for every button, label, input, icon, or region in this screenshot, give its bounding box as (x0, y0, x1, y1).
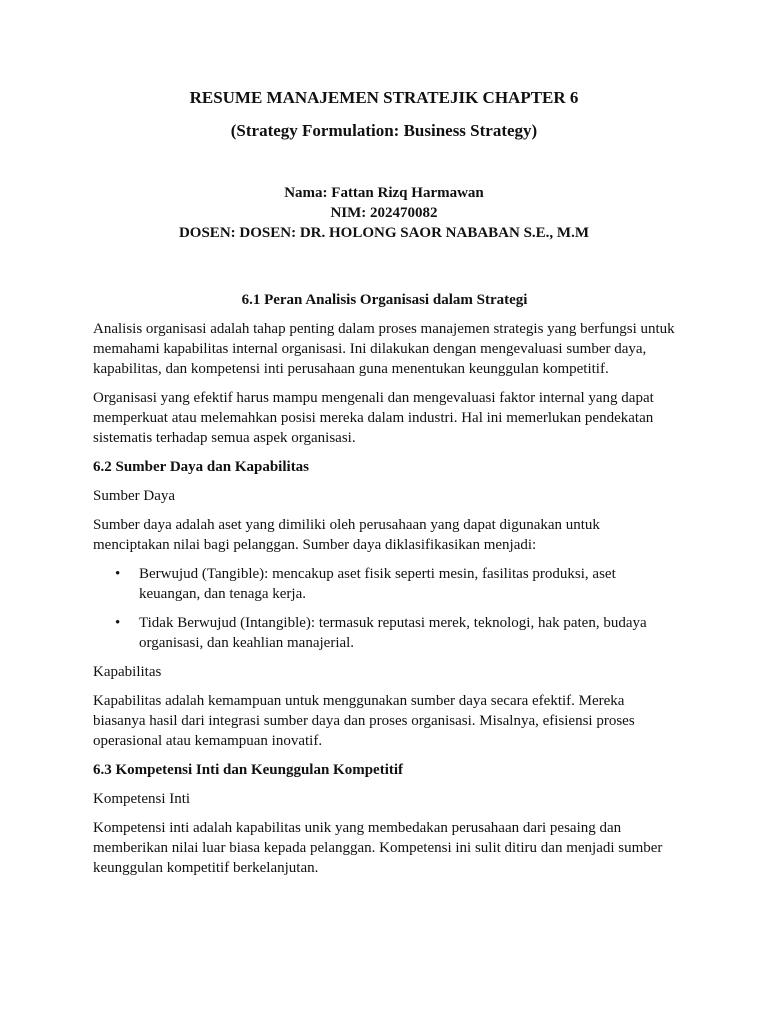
list-item-text: Tidak Berwujud (Intangible): termasuk reputasi merek, teknologi, hak paten, budaya organisasi, dan keahlian manajerial. (139, 615, 647, 651)
paragraph: Sumber daya adalah aset yang dimiliki oleh perusahaan yang dapat digunakan untuk menciptakan nilai bagi pelanggan. Sumber daya diklasifikasikan menjadi: (93, 517, 600, 553)
section-heading-6-2: 6.2 Sumber Daya dan Kapabilitas (93, 459, 310, 475)
list-item (93, 564, 676, 604)
bullet-icon: • (115, 615, 121, 631)
student-id: NIM: 202470082 (330, 205, 438, 221)
paragraph: Organisasi yang efektif harus mampu mengenali dan mengevaluasi faktor internal yang dapat memperkuat atau melemahkan posisi mereka dalam industri. Hal ini memerlukan pendekatan sistematis terhadap semua aspek organisasi. (93, 390, 654, 446)
author-name: Nama: Fattan Rizq Harmawan (284, 185, 484, 201)
lecturer-name: DOSEN: DOSEN: DR. HOLONG SAOR NABABAN S.E., M.M (178, 225, 590, 241)
document-body (93, 290, 676, 887)
author-identity (0, 183, 768, 243)
document-title: RESUME MANAJEMEN STRATEJIK CHAPTER 6 (189, 88, 579, 107)
list-item-text: Berwujud (Tangible): mencakup aset fisik seperti mesin, fasilitas produksi, aset keuangan, dan tenaga kerja. (139, 566, 616, 602)
paragraph: Analisis organisasi adalah tahap penting dalam proses manajemen strategis yang berfungsi untuk memahami kapabilitas internal organisasi. Ini dilakukan dengan mengevaluasi sumber daya, kapabilitas, dan kompetensi inti perusahaan guna menentukan keunggulan kompetitif. (93, 321, 675, 377)
bullet-icon: • (115, 566, 121, 582)
section-heading-6-3: 6.3 Kompetensi Inti dan Keunggulan Kompetitif (93, 762, 404, 778)
section-heading-6-1: 6.1 Peran Analisis Organisasi dalam Strategi (241, 292, 528, 308)
paragraph: Kapabilitas adalah kemampuan untuk menggunakan sumber daya secara efektif. Mereka biasanya hasil dari integrasi sumber daya dan proses organisasi. Misalnya, efisiensi proses operasional atau kemampuan inovatif. (93, 693, 635, 749)
list-item (93, 613, 676, 653)
resource-type-list (93, 564, 676, 653)
document-subtitle: (Strategy Formulation: Business Strategy) (230, 121, 538, 140)
subheading-kompetensi-inti: Kompetensi Inti (93, 791, 191, 807)
subheading-kapabilitas: Kapabilitas (93, 664, 162, 680)
subheading-sumber-daya: Sumber Daya (93, 488, 176, 504)
paragraph: Kompetensi inti adalah kapabilitas unik yang membedakan perusahaan dari pesaing dan memberikan nilai luar biasa kepada pelanggan. Kompetensi ini sulit ditiru dan menjadi sumber keunggulan kompetitif berkelanjutan. (93, 820, 663, 876)
